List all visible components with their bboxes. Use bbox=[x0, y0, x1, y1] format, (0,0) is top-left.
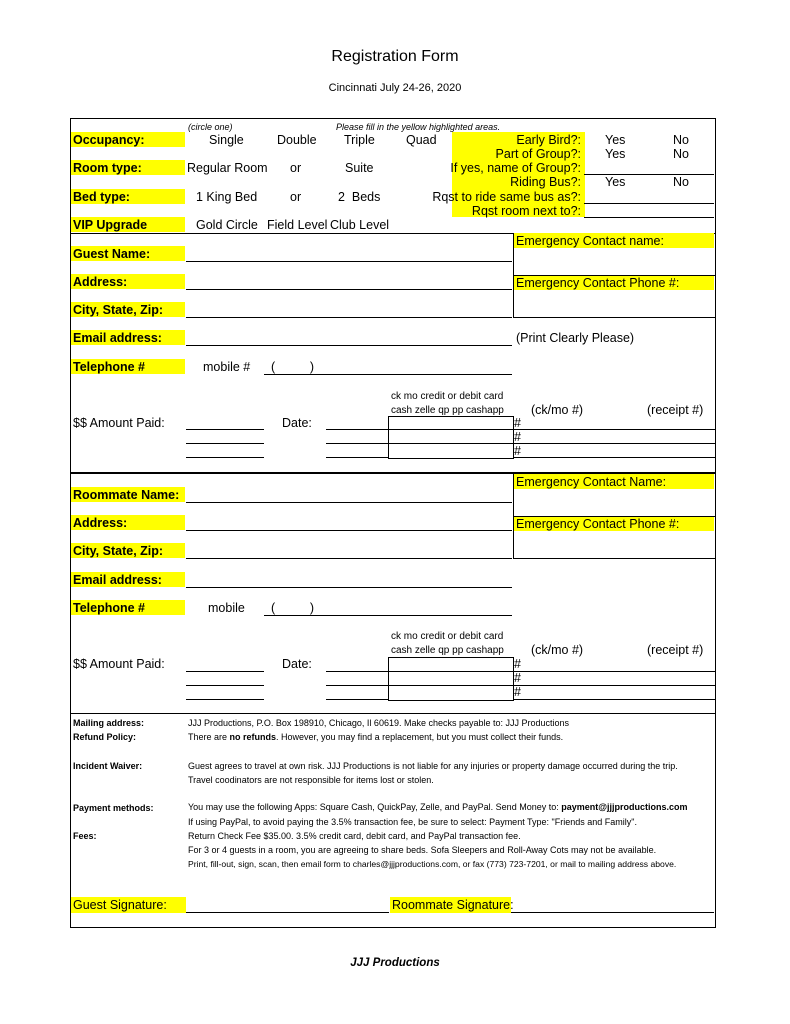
guest-city-label: City, State, Zip: bbox=[73, 303, 164, 317]
payment-pre: You may use the following Apps: Square Cash, QuickPay, Zelle, and PayPal. Send Money to: bbox=[188, 802, 562, 812]
vip-gold-circle[interactable]: Gold Circle bbox=[196, 218, 258, 232]
guest-amount-field-2[interactable] bbox=[186, 443, 264, 444]
same-bus-label: Rqst to ride same bus as?: bbox=[432, 190, 581, 204]
guest-emergency-phone-label: Emergency Contact Phone #: bbox=[516, 276, 680, 290]
guest-signature-field[interactable] bbox=[186, 912, 389, 913]
roommate-method-row bbox=[388, 685, 514, 686]
roommate-email-field[interactable] bbox=[186, 587, 512, 588]
roommate-receipt-label: (receipt #) bbox=[647, 643, 704, 657]
roommate-amount-paid-label: $$ Amount Paid: bbox=[73, 657, 165, 671]
guest-amount-field-3[interactable] bbox=[186, 457, 264, 458]
room-next-line[interactable] bbox=[584, 217, 714, 218]
bed-type-two-beds[interactable]: 2 Beds bbox=[338, 190, 381, 204]
guest-method-row bbox=[388, 429, 514, 430]
roommate-payment-methods-2: cash zelle qp pp cashapp bbox=[391, 645, 504, 656]
guest-receipt-row[interactable] bbox=[513, 457, 715, 458]
refund-bold: no refunds bbox=[229, 732, 277, 742]
roommate-receipt-hash-3: # bbox=[514, 685, 521, 699]
guest-date-field-2[interactable] bbox=[326, 443, 388, 444]
roommate-receipt-row[interactable] bbox=[513, 671, 715, 672]
roommate-emergency-phone-field[interactable] bbox=[513, 558, 715, 559]
early-bird-no[interactable]: No bbox=[673, 133, 689, 147]
page-title: Registration Form bbox=[331, 48, 459, 65]
payment-email[interactable]: payment@jjjproductions.com bbox=[561, 802, 688, 812]
roommate-amount-field[interactable] bbox=[186, 671, 264, 672]
print-clearly-note: (Print Clearly Please) bbox=[516, 331, 635, 345]
roommate-name-label: Roommate Name: bbox=[73, 488, 180, 502]
fees-line3: Print, fill-out, sign, scan, then email form to charles@jjjproductions.com, or fax (773) 723-7201, or mail to mailing address above. bbox=[188, 859, 677, 869]
early-bird-yes[interactable]: Yes bbox=[605, 133, 626, 147]
roommate-ckmo-label: (ck/mo #) bbox=[531, 643, 584, 657]
roommate-address-field[interactable] bbox=[186, 530, 512, 531]
guest-emergency-name-label: Emergency Contact name: bbox=[516, 234, 664, 248]
guest-email-label: Email address: bbox=[73, 331, 162, 345]
guest-date-field[interactable] bbox=[326, 429, 388, 430]
event-subtitle: Cincinnati July 24-26, 2020 bbox=[328, 82, 462, 94]
occupancy-label: Occupancy: bbox=[73, 133, 145, 147]
fees-line1: Return Check Fee $35.00. 3.5% credit card, debit card, and PayPal transaction fee. bbox=[188, 831, 521, 841]
riding-bus-no[interactable]: No bbox=[673, 175, 689, 189]
occupancy-single[interactable]: Single bbox=[209, 133, 244, 147]
mailing-address-label: Mailing address: bbox=[73, 718, 145, 728]
guest-receipt-label: (receipt #) bbox=[647, 403, 704, 417]
group-no[interactable]: No bbox=[673, 147, 689, 161]
payment-methods-text bbox=[188, 802, 688, 812]
roommate-telephone-label: Telephone # bbox=[73, 601, 146, 615]
guest-method-box[interactable] bbox=[388, 416, 514, 459]
roommate-city-field[interactable] bbox=[186, 558, 512, 559]
part-of-group-label: Part of Group?: bbox=[495, 147, 581, 161]
section-divider bbox=[70, 713, 715, 714]
guest-email-field[interactable] bbox=[186, 345, 512, 346]
roommate-payment-methods-1: ck mo credit or debit card bbox=[391, 631, 504, 642]
refund-policy-label: Refund Policy: bbox=[73, 732, 137, 742]
roommate-signature-label: Roommate Signature: bbox=[392, 898, 514, 912]
fees-label: Fees: bbox=[73, 831, 97, 841]
roommate-name-field[interactable] bbox=[186, 502, 512, 503]
room-type-or: or bbox=[290, 161, 302, 175]
guest-receipt-hash-1: # bbox=[514, 416, 521, 430]
guest-receipt-row[interactable] bbox=[513, 429, 715, 430]
guest-phone-field[interactable] bbox=[264, 374, 512, 375]
group-name-line[interactable] bbox=[584, 174, 714, 175]
guest-address-label: Address: bbox=[73, 275, 128, 289]
footer-company: JJJ Productions bbox=[350, 957, 440, 969]
guest-city-field[interactable] bbox=[186, 317, 512, 318]
roommate-emergency-name-label: Emergency Contact Name: bbox=[516, 475, 667, 489]
guest-name-field[interactable] bbox=[186, 261, 512, 262]
roommate-receipt-row[interactable] bbox=[513, 699, 715, 700]
incident-waiver-line1: Guest agrees to travel at own risk. JJJ Productions is not liable for any injuries or property damage occurred during the trip. bbox=[188, 761, 678, 771]
payment-methods-label: Payment methods: bbox=[73, 803, 154, 813]
roommate-date-field[interactable] bbox=[326, 671, 388, 672]
vip-club-level[interactable]: Club Level bbox=[330, 218, 390, 232]
roommate-date-field-2[interactable] bbox=[326, 685, 388, 686]
guest-amount-paid-label: $$ Amount Paid: bbox=[73, 416, 165, 430]
roommate-date-field-3[interactable] bbox=[326, 699, 388, 700]
payment-methods-line2: If using PayPal, to avoid paying the 3.5% transaction fee, be sure to select: Payment Type: "Friends and Family". bbox=[188, 817, 637, 827]
roommate-amount-field-3[interactable] bbox=[186, 699, 264, 700]
guest-receipt-hash-3: # bbox=[514, 444, 521, 458]
refund-pre: There are bbox=[188, 732, 230, 742]
group-yes[interactable]: Yes bbox=[605, 147, 626, 161]
roommate-date-label: Date: bbox=[282, 657, 312, 671]
room-type-regular[interactable]: Regular Room bbox=[187, 161, 268, 175]
refund-post: . However, you may find a replacement, but you must collect their funds. bbox=[276, 732, 564, 742]
roommate-phone-field[interactable] bbox=[264, 615, 512, 616]
guest-date-label: Date: bbox=[282, 416, 312, 430]
occupancy-triple[interactable]: Triple bbox=[344, 133, 375, 147]
vip-upgrade-label: VIP Upgrade bbox=[73, 218, 148, 232]
incident-waiver-label: Incident Waiver: bbox=[73, 761, 143, 771]
roommate-method-row bbox=[388, 671, 514, 672]
guest-signature-label: Guest Signature: bbox=[73, 898, 167, 912]
roommate-email-label: Email address: bbox=[73, 573, 162, 587]
bed-type-label: Bed type: bbox=[73, 190, 130, 204]
occupancy-double[interactable]: Double bbox=[277, 133, 317, 147]
roommate-receipt-row[interactable] bbox=[513, 685, 715, 686]
roommate-method-box[interactable] bbox=[388, 657, 514, 701]
guest-telephone-label: Telephone # bbox=[73, 360, 146, 374]
occupancy-quad[interactable]: Quad bbox=[406, 133, 437, 147]
room-type-suite[interactable]: Suite bbox=[345, 161, 374, 175]
roommate-receipt-hash-1: # bbox=[514, 657, 521, 671]
room-next-label: Rqst room next to?: bbox=[471, 204, 581, 218]
guest-amount-field[interactable] bbox=[186, 429, 264, 430]
bed-type-or: or bbox=[290, 190, 302, 204]
riding-bus-label: Riding Bus?: bbox=[510, 175, 581, 189]
incident-waiver-line2: Travel coodinators are not responsible for items lost or stolen. bbox=[188, 775, 434, 785]
guest-name-label: Guest Name: bbox=[73, 247, 151, 261]
roommate-phone-area-code[interactable]: ( ) bbox=[271, 601, 315, 615]
roommate-address-label: Address: bbox=[73, 516, 128, 530]
guest-date-field-3[interactable] bbox=[326, 457, 388, 458]
roommate-mobile-label: mobile bbox=[208, 601, 245, 615]
group-name-label: If yes, name of Group?: bbox=[450, 161, 581, 175]
circle-one-note: (circle one) bbox=[188, 122, 233, 132]
refund-policy-text bbox=[188, 732, 563, 742]
guest-method-row bbox=[388, 443, 514, 444]
mailing-address-text: JJJ Productions, P.O. Box 198910, Chicago, Il 60619. Make checks payable to: JJJ Productions bbox=[188, 718, 570, 728]
guest-receipt-hash-2: # bbox=[514, 430, 521, 444]
guest-emergency-phone-field[interactable] bbox=[513, 317, 715, 318]
roommate-emergency-phone-label: Emergency Contact Phone #: bbox=[516, 517, 680, 531]
roommate-signature-field[interactable] bbox=[511, 912, 714, 913]
vip-field-level[interactable]: Field Level bbox=[267, 218, 328, 232]
early-bird-label: Early Bird?: bbox=[516, 133, 581, 147]
fees-line2: For 3 or 4 guests in a room, you are agreeing to share beds. Sofa Sleepers and Roll-Away Cots may not be available. bbox=[188, 845, 657, 855]
guest-address-field[interactable] bbox=[186, 289, 512, 290]
guest-payment-methods-1: ck mo credit or debit card bbox=[391, 391, 504, 402]
guest-phone-area-code[interactable]: ( ) bbox=[271, 360, 315, 374]
riding-bus-yes[interactable]: Yes bbox=[605, 175, 626, 189]
yellow-fill-note: Please fill in the yellow highlighted areas. bbox=[336, 122, 501, 132]
roommate-amount-field-2[interactable] bbox=[186, 685, 264, 686]
roommate-city-label: City, State, Zip: bbox=[73, 544, 164, 558]
bed-type-king[interactable]: 1 King Bed bbox=[196, 190, 258, 204]
guest-payment-methods-2: cash zelle qp pp cashapp bbox=[391, 405, 504, 416]
roommate-receipt-hash-2: # bbox=[514, 671, 521, 685]
guest-ckmo-label: (ck/mo #) bbox=[531, 403, 584, 417]
guest-receipt-row[interactable] bbox=[513, 443, 715, 444]
room-type-label: Room type: bbox=[73, 161, 142, 175]
guest-mobile-label: mobile # bbox=[203, 360, 251, 374]
same-bus-line[interactable] bbox=[584, 203, 714, 204]
